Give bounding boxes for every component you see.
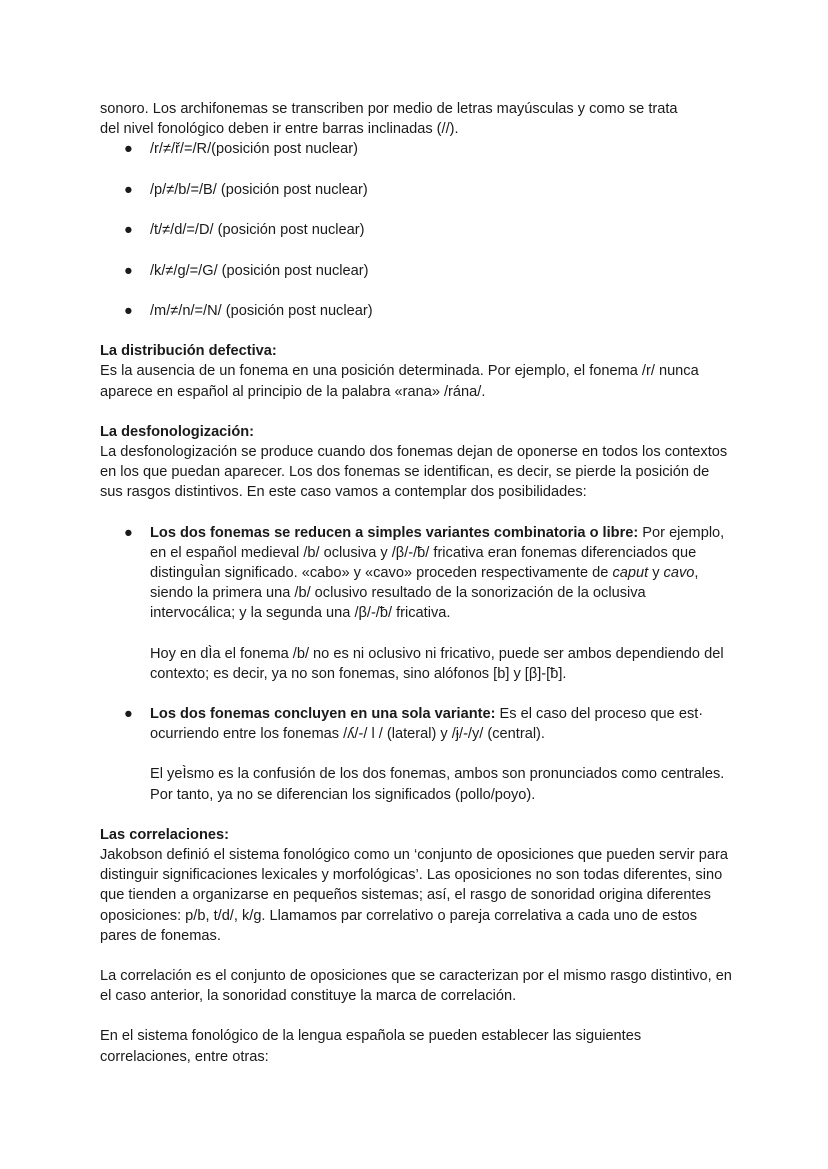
list-item <box>100 523 732 704</box>
distribucion-text: Es la ausencia de un fonema en una posición determinada. Por ejemplo, el fonema /r/ nunca aparece en español al principio de la palabra «rana» /rána/. <box>100 363 699 400</box>
list-item <box>100 704 732 805</box>
list-item <box>100 261 732 281</box>
item-text: Por ejemplo, en el español medieval /b/ oclusiva y /β/-/ƀ/ fricativa eran fonemas diferenciados que distinguÌan significado. «cabo» y «cavo» proceden respectivamente de <box>150 524 725 581</box>
list-item <box>100 180 732 200</box>
item-paragraph: Hoy en dÌa el fonema /b/ no es ni oclusivo ni fricativo, puede ser ambos dependiendo del contexto; es decir, ya no son fonemas, sino alófonos [b] y [β]-[ƀ]. <box>150 645 724 682</box>
list-item <box>100 139 732 159</box>
bullet-icon: ● <box>124 141 133 158</box>
bullet-icon: ● <box>124 706 133 723</box>
bullet-icon: ● <box>124 222 133 239</box>
list-item-text: /p/≠/b/=/B/ (posición post nuclear) <box>150 181 368 198</box>
bullet-icon: ● <box>124 302 133 319</box>
distribucion-heading: La distribución defectiva: <box>100 343 277 360</box>
item-text: Es el caso del proceso que est· ocurriendo entre los fonemas /ʎ/-/ l / (lateral) y /ɉ/-/y/ (central). <box>150 706 704 743</box>
bullet-icon: ● <box>124 181 133 198</box>
archifonemas-list <box>100 139 732 321</box>
list-item <box>100 220 732 240</box>
correlaciones-heading: Las correlaciones: <box>100 826 229 843</box>
list-item <box>100 301 732 321</box>
item-text: , siendo la primera una /b/ oclusivo resultado de la sonorización de la oclusiva intervocálica; y la segunda una /β/-/ƀ/ fricativa. <box>150 565 699 622</box>
item-paragraph: El yeÌsmo es la confusión de los dos fonemas, ambos son pronunciados como centrales. Por tanto, ya no se diferencian los significados (pollo/poyo). <box>150 766 725 803</box>
item-paragraph <box>150 523 732 624</box>
intro-line-2: del nivel fonológico deben ir entre barras inclinadas (//). <box>100 121 459 138</box>
list-item-text: /k/≠/g/=/G/ (posición post nuclear) <box>150 262 369 279</box>
intro-paragraph <box>100 99 732 139</box>
bullet-icon: ● <box>124 524 133 541</box>
item-text: y <box>648 565 664 581</box>
correlaciones-paragraph-1: Jakobson definió el sistema fonológico como un ‘conjunto de oposiciones que pueden servir para distinguir significaciones lexicales y morfológicas’. Las oposiciones no son todas diferentes, sino que tienden a organizarse en pequeños sistemas; así, el rasgo de sonoridad origina diferentes oposiciones: p/b, t/d/, k/g. Llamamos par correlativo o pareja correlativa a cada uno de estos pares de fonemas. <box>100 847 728 944</box>
item-italic-term: caput <box>612 565 649 581</box>
list-item-text: /r/≠/ř/=/R/(posición post nuclear) <box>150 141 358 158</box>
desfonologizacion-heading: La desfonologización: <box>100 423 255 440</box>
item-paragraph <box>150 704 732 744</box>
list-item-text: /t/≠/d/=/D/ (posición post nuclear) <box>150 222 365 239</box>
intro-line-1: sonoro. Los archifonemas se transcriben por medio de letras mayúsculas y como se trata <box>100 101 678 117</box>
bullet-icon: ● <box>124 262 133 279</box>
document-page <box>100 99 732 1067</box>
correlaciones-paragraph-2: La correlación es el conjunto de oposiciones que se caracterizan por el mismo rasgo distintivo, en el caso anterior, la sonoridad constituye la marca de correlación. <box>100 968 732 1005</box>
list-item-text: /m/≠/n/=/N/ (posición post nuclear) <box>150 302 373 319</box>
item-bold-lead: Los dos fonemas se reducen a simples variantes combinatoria o libre: <box>150 524 639 541</box>
desfonologizacion-list <box>100 523 732 805</box>
item-italic-term: cavo <box>663 565 695 581</box>
item-bold-lead: Los dos fonemas concluyen en una sola variante: <box>150 706 496 723</box>
correlaciones-paragraph-3: En el sistema fonológico de la lengua española se pueden establecer las siguientes correlaciones, entre otras: <box>100 1028 642 1065</box>
desfonologizacion-text: La desfonologización se produce cuando dos fonemas dejan de oponerse en todos los contextos en los que puedan aparecer. Los dos fonemas se identifican, es decir, se pierde la posición de sus rasgos distintivos. En este caso vamos a contemplar dos posibilidades: <box>100 443 728 501</box>
